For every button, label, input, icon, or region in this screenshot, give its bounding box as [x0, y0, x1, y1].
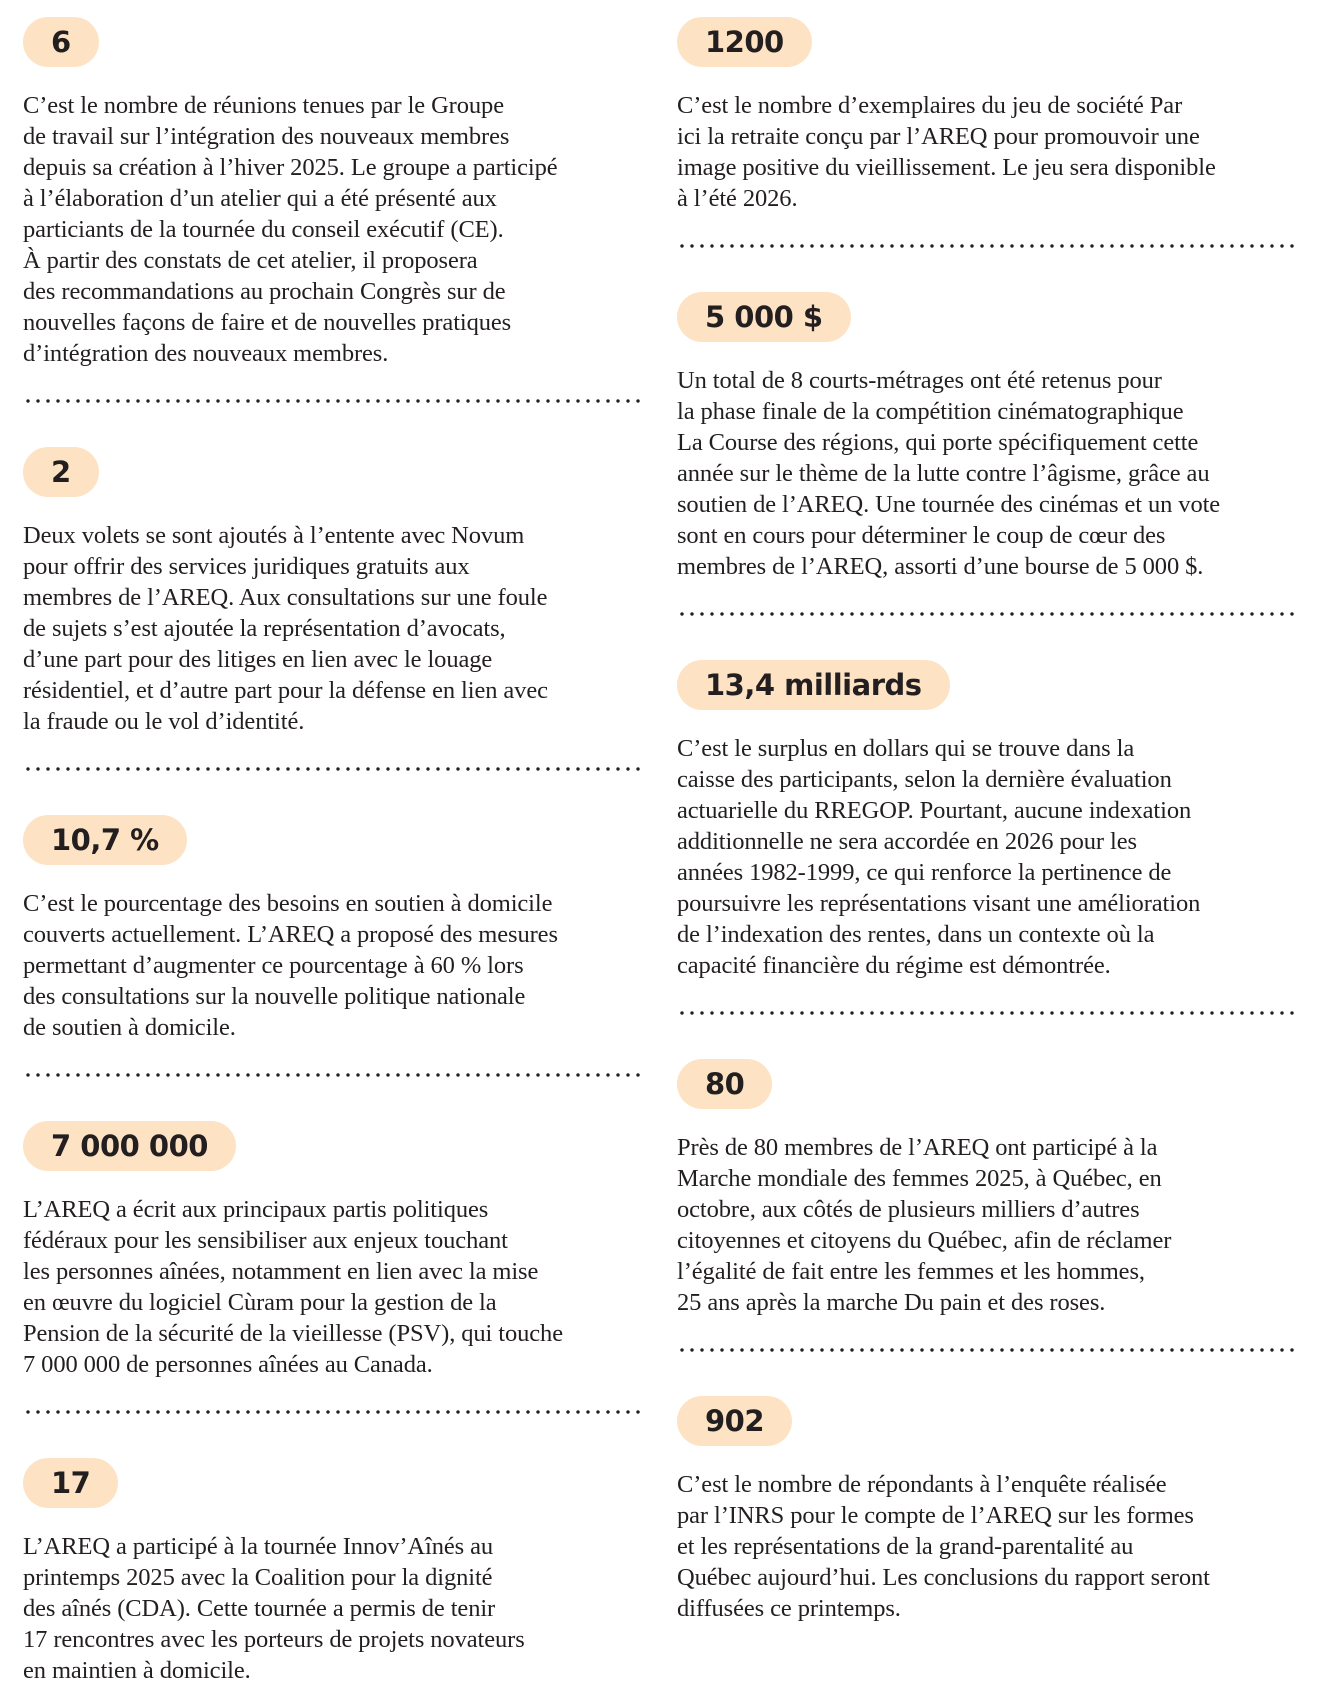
stat-item [677, 1059, 1299, 1318]
stat-badge: 5 000 $ [677, 292, 851, 342]
dotted-divider [677, 612, 1299, 616]
stat-item [23, 447, 645, 737]
stat-item [677, 292, 1299, 582]
dotted-divider [677, 244, 1299, 248]
stat-item [23, 1458, 645, 1686]
stat-badge: 17 [23, 1458, 118, 1508]
left-column [23, 17, 645, 1686]
stat-description: L’AREQ a écrit aux principaux partis politiques fédéraux pour les sensibiliser aux enjeux touchant les personnes aînées, notamment en lien avec la mise en œuvre du logiciel Cùram pour la gestion de la Pension de la sécurité de la vieillesse (PSV), qui touche 7 000 000 de personnes aînées au Canada. [23, 1196, 563, 1378]
stat-item [677, 1396, 1299, 1624]
stat-badge: 1200 [677, 17, 812, 67]
stat-badge: 10,7 % [23, 815, 187, 865]
stat-description: C’est le nombre de réunions tenues par le Groupe de travail sur l’intégration des nouveaux membres depuis sa création à l’hiver 2025. Le groupe a participé à l’élaboration d’un atelier qui a été présenté aux particiants de la tournée du conseil exécutif (CE). À partir des constats de cet atelier, il proposera des recommandations au prochain Congrès sur de nouvelles façons de faire et de nouvelles pratiques d’intégration des nouveaux membres. [23, 92, 558, 367]
stat-item [23, 1121, 645, 1380]
dotted-divider [23, 1073, 645, 1077]
stat-badge: 6 [23, 17, 99, 67]
stat-description: L’AREQ a participé à la tournée Innov’Aînés au printemps 2025 avec la Coalition pour la dignité des aînés (CDA). Cette tournée a permis de tenir 17 rencontres avec les porteurs de projets novateurs en maintien à domicile. [23, 1533, 525, 1684]
right-column [677, 17, 1299, 1624]
dotted-divider [23, 767, 645, 771]
dotted-divider [677, 1011, 1299, 1015]
stat-badge: 13,4 milliards [677, 660, 950, 710]
stat-badge: 80 [677, 1059, 772, 1109]
stat-badge: 2 [23, 447, 99, 497]
dotted-divider [23, 399, 645, 403]
stat-description: Un total de 8 courts-métrages ont été retenus pour la phase finale de la compétition cinématographique La Course des régions, qui porte spécifiquement cette année sur le thème de la lutte contre l’âgisme, grâce au soutien de l’AREQ. Une tournée des cinémas et un vote sont en cours pour déterminer le coup de cœur des membres de l’AREQ, assorti d’une bourse de 5 000 $. [677, 367, 1221, 580]
stat-description: Près de 80 membres de l’AREQ ont participé à la Marche mondiale des femmes 2025, à Québec, en octobre, aux côtés de plusieurs milliers d’autres citoyennes et citoyens du Québec, afin de réclamer l’égalité de fait entre les femmes et les hommes, 25 ans après la marche Du pain et des roses. [677, 1134, 1172, 1316]
stat-item [23, 17, 645, 369]
dotted-divider [23, 1410, 645, 1414]
stat-description: C’est le surplus en dollars qui se trouve dans la caisse des participants, selon la dernière évaluation actuarielle du RREGOP. Pourtant, aucune indexation additionnelle ne sera accordée en 2026 pour les années 1982-1999, ce qui renforce la pertinence de poursuivre les représentations visant une amélioration de l’indexation des rentes, dans un contexte où la capacité financière du régime est démontrée. [677, 735, 1201, 979]
stat-item [23, 815, 645, 1043]
stat-badge: 902 [677, 1396, 792, 1446]
stat-item [677, 660, 1299, 981]
stat-description: C’est le nombre de répondants à l’enquête réalisée par l’INRS pour le compte de l’AREQ sur les formes et les représentations de la grand-parentalité au Québec aujourd’hui. Les conclusions du rapport seront diffusées ce printemps. [677, 1471, 1210, 1622]
stat-badge: 7 000 000 [23, 1121, 236, 1171]
dotted-divider [677, 1348, 1299, 1352]
stat-description: C’est le pourcentage des besoins en soutien à domicile couverts actuellement. L’AREQ a proposé des mesures permettant d’augmenter ce pourcentage à 60 % lors des consultations sur la nouvelle politique nationale de soutien à domicile. [23, 890, 558, 1041]
stat-description: Deux volets se sont ajoutés à l’entente avec Novum pour offrir des services juridiques gratuits aux membres de l’AREQ. Aux consultations sur une foule de sujets s’est ajoutée la représentation d’avocats, d’une part pour des litiges en lien avec le louage résidentiel, et d’autre part pour la défense en lien avec la fraude ou le vol d’identité. [23, 522, 548, 735]
stat-item [677, 17, 1299, 214]
stat-description: C’est le nombre d’exemplaires du jeu de société Par ici la retraite conçu par l’AREQ pour promouvoir une image positive du vieillissement. Le jeu sera disponible à l’été 2026. [677, 92, 1216, 212]
